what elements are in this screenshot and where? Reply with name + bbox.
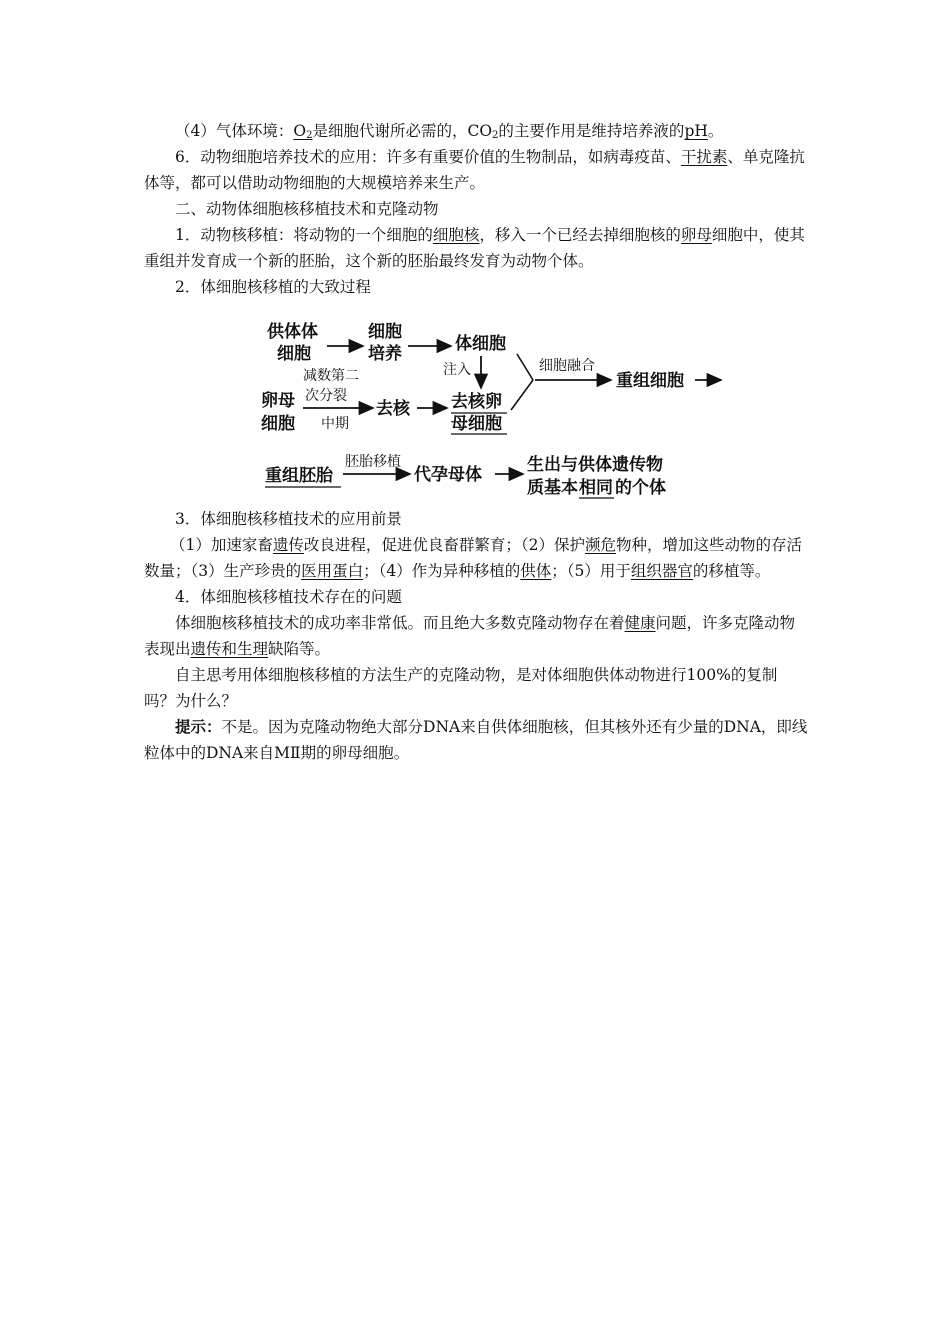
underline-oocyte: 卵母 xyxy=(680,226,712,244)
underline-ph: pH xyxy=(684,122,708,140)
underline-health: 健康 xyxy=(624,614,656,632)
underline-nucleus: 细胞核 xyxy=(432,226,480,244)
node-somatic-cell: 体细胞 xyxy=(455,334,506,354)
paragraph-application: 6．动物细胞培养技术的应用：许多有重要价值的生物制品，如病毒疫苗、干扰素、单克隆抗体等，都可以借助动物细胞的大规模培养来生产。 xyxy=(144,148,805,192)
node-offspring-line2a: 质基本 xyxy=(527,478,578,498)
node-offspring-line2b: 的个体 xyxy=(615,478,666,498)
node-oocyte-line2: 细胞 xyxy=(261,414,295,434)
label-meiosis-line3: 中期 xyxy=(321,416,349,432)
underline-o2: $O_2$ xyxy=(293,122,313,141)
underline-genetic-physiology: 遗传和生理 xyxy=(190,640,269,658)
node-offspring-line1: 生出与供体遗传物 xyxy=(527,455,663,475)
paragraph-gas-environment: （4）气体环境：$O_2$是细胞代谢所必需的，$CO_2$的主要作用是维持培养液的pH。 xyxy=(175,122,724,141)
node-enucleated-oocyte-line1: 去核卵 xyxy=(451,392,502,412)
underline-donor: 供体 xyxy=(520,562,552,580)
node-oocyte-line1: 卵母 xyxy=(261,391,295,411)
node-enucleate: 去核 xyxy=(376,399,410,419)
label-meiosis-line2: 次分裂 xyxy=(305,388,347,404)
node-donor-cell-line2: 细胞 xyxy=(277,344,311,364)
node-donor-cell-line1: 供体体 xyxy=(267,322,318,342)
section-heading: 二、动物体细胞核移植技术和克隆动物 xyxy=(175,200,439,218)
node-enucleated-oocyte-line2: 母细胞 xyxy=(451,414,502,434)
label-cell-fusion: 细胞融合 xyxy=(539,358,595,374)
document-body xyxy=(144,118,808,300)
paragraph-process-title: 2．体细胞核移植的大致过程 xyxy=(175,278,371,296)
hint-label: 提示： xyxy=(175,717,222,736)
merge-line-top xyxy=(517,354,533,380)
node-recombinant-cell: 重组细胞 xyxy=(616,371,684,391)
paragraph-question: 自主思考用体细胞核移植的方法生产的克隆动物，是对体细胞供体动物进行100%的复制吗？为什么？ xyxy=(144,666,778,710)
label-embryo-transfer: 胚胎移植 xyxy=(345,454,401,470)
paragraph-problems-title: 4．体细胞核移植技术存在的问题 xyxy=(175,588,402,606)
underline-heredity: 遗传 xyxy=(272,536,304,554)
underline-interferon: 干扰素 xyxy=(680,148,728,166)
underline-medical-protein: 医用蛋白 xyxy=(301,562,364,580)
node-surrogate: 代孕母体 xyxy=(414,465,482,485)
node-offspring-line2u: 相同 xyxy=(579,478,613,498)
underline-endangered: 濒危 xyxy=(585,536,617,554)
merge-line-bottom xyxy=(511,380,533,410)
document-body-continued xyxy=(144,506,808,766)
label-meiosis-line1: 减数第二 xyxy=(303,368,359,384)
paragraph-prospect-title: 3．体细胞核移植技术的应用前景 xyxy=(175,510,402,528)
node-culture-line1: 细胞 xyxy=(368,322,402,342)
paragraph-hint: 提示：不是。因为克隆动物绝大部分DNA来自供体细胞核，但其核外还有少量的DNA，即线粒体中的DNA来自MⅡ期的卵母细胞。 xyxy=(144,717,808,762)
process-flow-diagram xyxy=(255,318,735,500)
underline-tissue-organ: 组织器官 xyxy=(630,562,693,580)
paragraph-problems: 体细胞核移植技术的成功率非常低。而且绝大多数克隆动物存在着健康问题，许多克隆动物表现出遗传和生理缺陷等。 xyxy=(144,614,796,658)
paragraph-prospects: （1）加速家畜遗传改良进程，促进优良畜群繁育；（2）保护濒危物种，增加这些动物的存活数量；（3）生产珍贵的医用蛋白；（4）作为异种移植的供体；（5）用于组织器官的移植等。 xyxy=(144,536,803,580)
node-recombinant-embryo: 重组胚胎 xyxy=(265,466,333,486)
label-inject: 注入 xyxy=(443,362,471,378)
node-culture-line2: 培养 xyxy=(368,344,402,364)
paragraph-nuclear-transfer: 1．动物核移植：将动物的一个细胞的细胞核，移入一个已经去掉细胞核的卵母细胞中，使其重组并发育成一个新的胚胎，这个新的胚胎最终发育为动物个体。 xyxy=(144,226,805,270)
